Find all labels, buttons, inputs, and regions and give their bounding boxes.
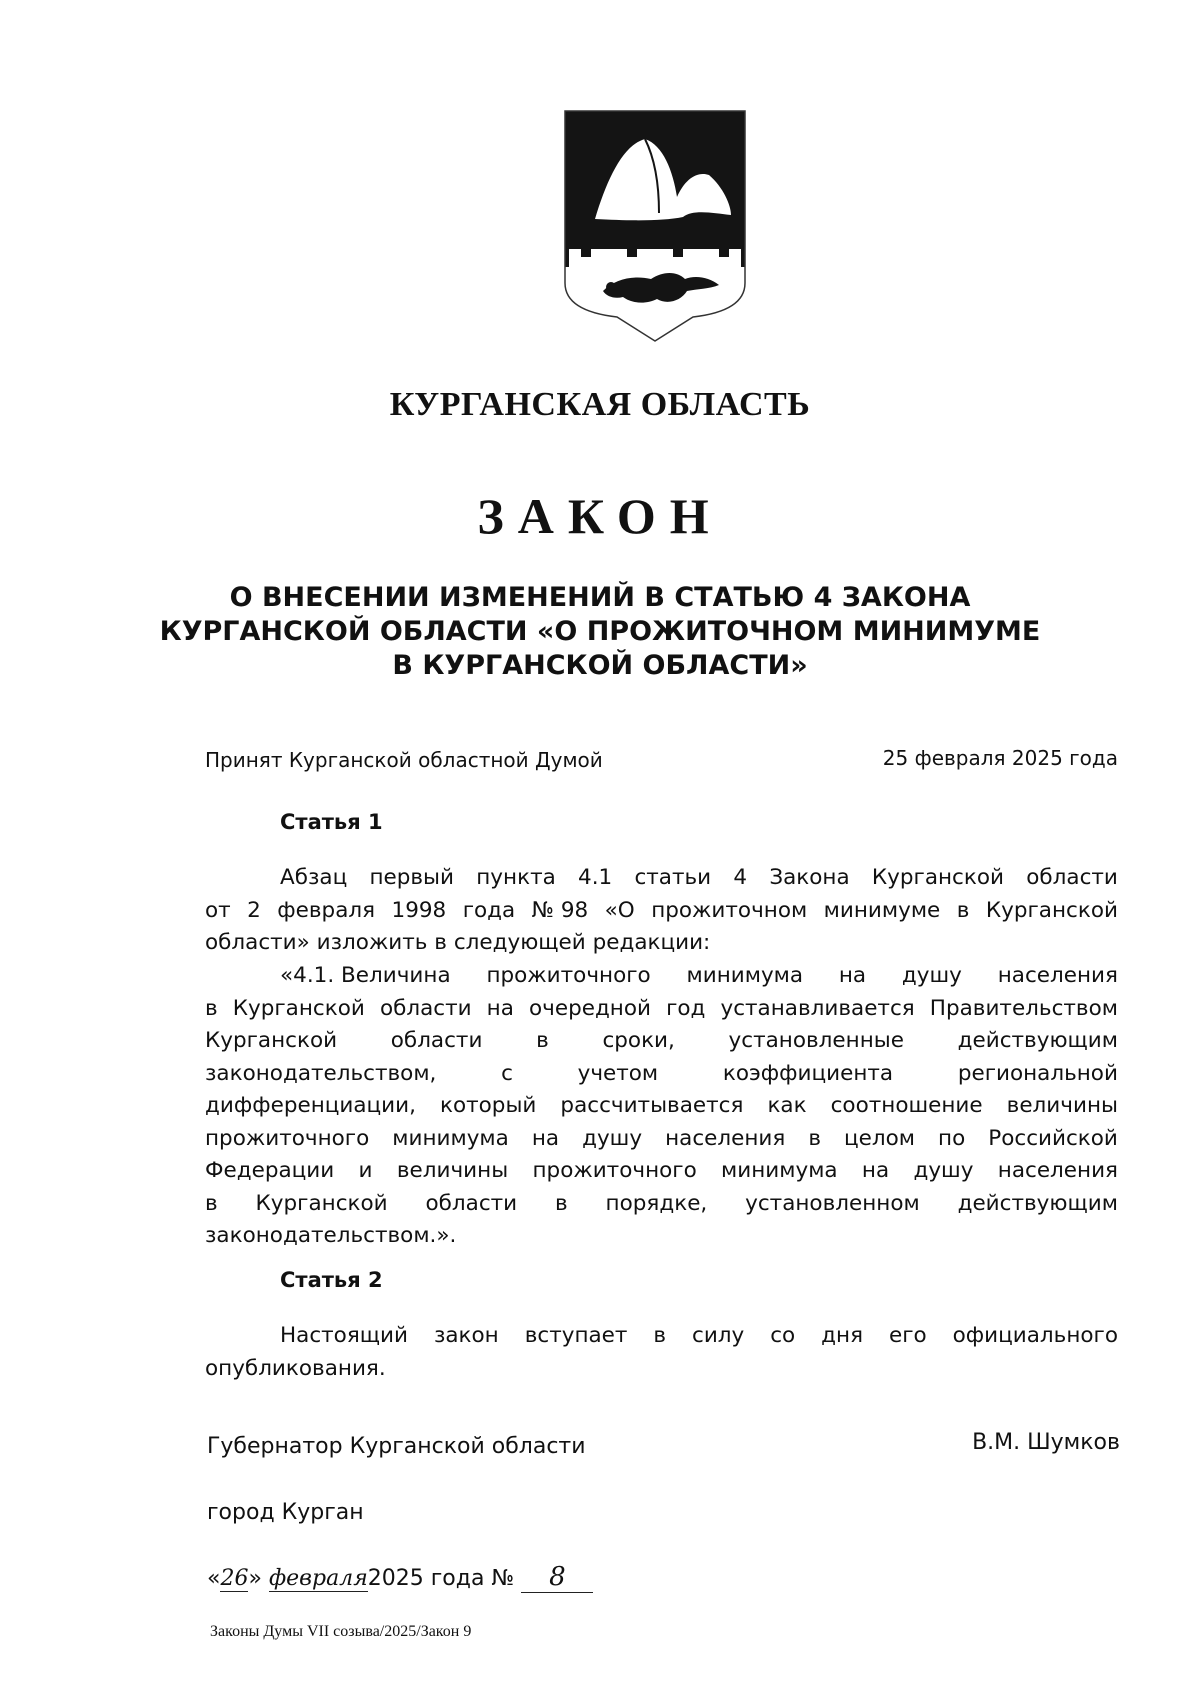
word: Курганской [232, 995, 365, 1021]
word: год [666, 995, 706, 1021]
word: величины [396, 1158, 509, 1183]
word: на [531, 1125, 560, 1151]
word: действующим [957, 1190, 1118, 1216]
word: в [555, 1190, 568, 1216]
law-title-line: О ВНЕСЕНИИ ИЗМЕНЕНИЙ В СТАТЬЮ 4 ЗАКОНА [229, 582, 971, 613]
word: № 98 [531, 897, 589, 923]
word: 2 [247, 897, 261, 923]
word: Курганской [985, 897, 1118, 923]
word: и [358, 1158, 373, 1183]
word: дня [821, 1323, 864, 1348]
word: в [536, 1028, 549, 1053]
word: «4.1. Величина [280, 963, 451, 988]
word: действующим [957, 1028, 1118, 1053]
coat-of-arms-emblem [563, 109, 747, 343]
word: Курганской [255, 1190, 388, 1216]
word: по [938, 1125, 966, 1151]
adoption-date: 25 февраля 2025 года [882, 746, 1118, 770]
paragraph-line [205, 1123, 1118, 1156]
word: закон [433, 1323, 499, 1348]
word: коэффициента [722, 1060, 894, 1086]
word: области [1026, 865, 1118, 890]
word: Настоящий [280, 1323, 408, 1348]
law-number-handwritten: 8 [521, 1562, 593, 1593]
word: населения [665, 1125, 786, 1151]
word: населения [997, 963, 1118, 988]
word: в [653, 1323, 667, 1348]
word: вступает [524, 1323, 628, 1348]
adopted-by: Принят Курганской областной Думой [205, 748, 603, 772]
word: прожиточном [651, 897, 808, 923]
word: порядке, [605, 1190, 708, 1216]
word: области [425, 1190, 518, 1216]
law-title-line: В КУРГАНСКОЙ ОБЛАСТИ» [392, 650, 808, 681]
date-close-quote: » [248, 1566, 262, 1591]
word: дифференциации, [205, 1093, 416, 1118]
word: официального [952, 1323, 1118, 1348]
paragraph-line [205, 1025, 1118, 1058]
paragraph-line [205, 1320, 1118, 1353]
word: минимума [686, 963, 804, 988]
word: прожиточного [486, 963, 651, 988]
word: 1998 [391, 897, 447, 923]
paragraph-line [205, 1155, 1118, 1188]
word: в [808, 1125, 822, 1151]
word: минимума [721, 1158, 838, 1183]
word: населения [997, 1158, 1118, 1183]
article-1-title: Статья 1 [280, 810, 383, 834]
word: на [861, 1158, 890, 1183]
paragraph-line [205, 1188, 1118, 1221]
word: минимуме [823, 897, 941, 923]
word: установленном [745, 1190, 920, 1216]
word: его [888, 1323, 927, 1348]
word: величины [1006, 1093, 1118, 1118]
adoption-row [205, 748, 1118, 778]
word: душу [901, 963, 962, 988]
signing-date-line [207, 1562, 593, 1593]
signatory-position: Губернатор Курганской области [207, 1434, 586, 1459]
word: «О [604, 897, 635, 923]
word: 4.1 [578, 865, 613, 890]
word: на [486, 995, 514, 1021]
date-day-handwritten: 26 [220, 1566, 249, 1591]
word: целом [844, 1125, 916, 1151]
word: устанавливается [720, 995, 915, 1021]
word: Правительством [929, 995, 1118, 1021]
word: года [462, 897, 516, 923]
region-heading: КУРГАНСКАЯ ОБЛАСТЬ [389, 386, 811, 423]
date-month-handwritten: февраля [268, 1566, 368, 1591]
word: области [379, 995, 472, 1021]
word: установленные [728, 1028, 904, 1053]
article-2-paragraph [205, 1320, 1118, 1385]
paragraph-line [205, 862, 1118, 895]
word: Курганской [205, 1028, 338, 1053]
word: с [501, 1060, 513, 1086]
word: законодательством, [205, 1060, 437, 1086]
word: статьи [634, 865, 712, 890]
law-title-line: КУРГАНСКОЙ ОБЛАСТИ «О ПРОЖИТОЧНОМ МИНИМУМЕ [159, 616, 1041, 647]
word: со [770, 1323, 796, 1348]
word: первый [369, 865, 455, 890]
paragraph-line [205, 1058, 1118, 1091]
paragraph-line [205, 895, 1118, 928]
word: Федерации [205, 1158, 335, 1183]
word: сроки, [602, 1028, 675, 1053]
paragraph-line: опубликования. [205, 1355, 386, 1381]
word: от [205, 897, 231, 923]
word: минимума [392, 1125, 509, 1151]
word: области [390, 1028, 483, 1053]
document-footer: Законы Думы VII созыва/2025/Закон 9 [210, 1623, 472, 1640]
word: Абзац [280, 865, 348, 890]
paragraph-line [205, 993, 1118, 1026]
word: душу [913, 1158, 974, 1183]
word: региональной [957, 1060, 1118, 1086]
word: который [439, 1093, 537, 1118]
signatory-name: В.М. Шумков [972, 1430, 1120, 1455]
word: учетом [577, 1060, 659, 1086]
date-year-text: 2025 года № [367, 1566, 515, 1591]
word: в [956, 897, 970, 923]
word: февраля [277, 897, 376, 923]
paragraph-line: законодательством.». [205, 1223, 457, 1248]
paragraph-line: области» изложить в следующей редакции: [205, 930, 711, 955]
word: душу [582, 1125, 643, 1151]
word: Закона [769, 865, 850, 890]
date-open-quote: « [207, 1566, 221, 1591]
document-type-heading: ЗАКОН [477, 488, 723, 544]
word: силу [692, 1323, 745, 1348]
word: на [838, 963, 867, 988]
word: как [767, 1093, 807, 1118]
word: очередной [528, 995, 651, 1021]
word: прожиточного [205, 1125, 370, 1151]
word: Российской [988, 1125, 1118, 1151]
place-of-signing: город Курган [207, 1500, 364, 1525]
word: в [205, 995, 218, 1021]
article-2-title: Статья 2 [280, 1268, 383, 1292]
article-1-paragraph-1 [205, 862, 1118, 960]
signature-row [207, 1430, 1120, 1468]
paragraph-line [205, 960, 1118, 993]
paragraph-line [205, 1090, 1118, 1123]
word: прожиточного [532, 1158, 697, 1183]
word: в [205, 1190, 218, 1216]
word: 4 [733, 865, 748, 890]
word: Курганской [871, 865, 1004, 890]
law-title [100, 581, 1100, 683]
article-1-paragraph-2 [205, 960, 1118, 1253]
word: рассчитывается [560, 1093, 744, 1118]
word: пункта [476, 865, 556, 890]
word: соотношение [830, 1093, 983, 1118]
